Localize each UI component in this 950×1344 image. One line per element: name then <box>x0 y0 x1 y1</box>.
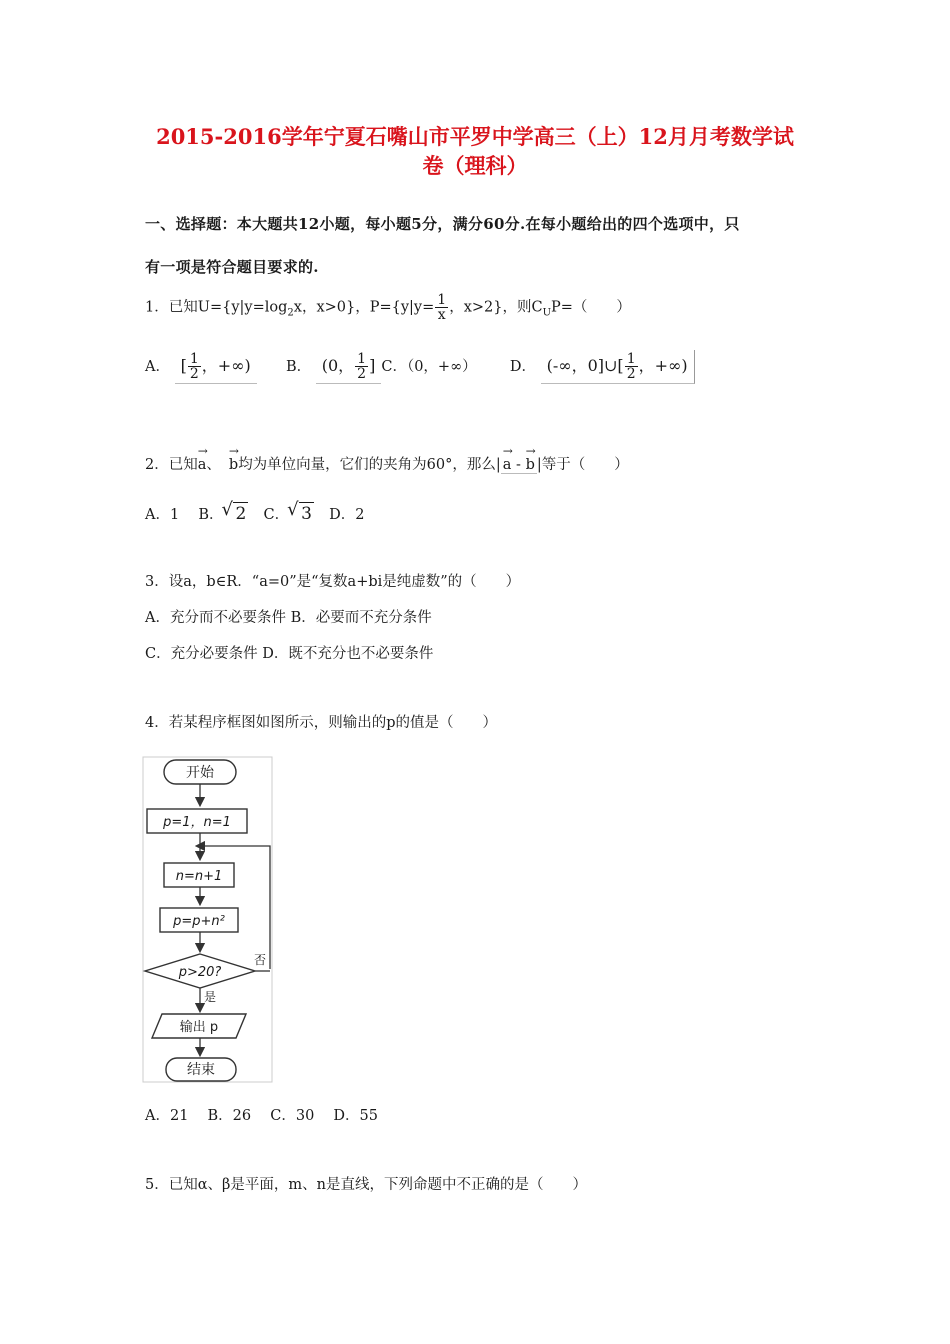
question-2-options: A．1 B．√ 2 C．√ 3 D．2 <box>145 502 365 526</box>
doc-title-line1: 2015-2016学年宁夏石嘴山市平罗中学高三（上）12月月考数学试 <box>156 124 794 149</box>
option-b-label: B． <box>285 359 312 375</box>
option-a-label: A． <box>145 359 170 375</box>
flow-output-label: 输出 p <box>179 1020 219 1035</box>
flow-start-label: 开始 <box>186 765 214 781</box>
option-c: C．（0，+∞） <box>381 359 477 375</box>
flowchart-diagram <box>142 756 274 1084</box>
option-d-value: (-∞，0]∪[ $\frac{1}{2}$ ，+∞) <box>541 350 695 384</box>
flow-condition-label: p>20? <box>178 965 222 980</box>
question-5-stem: 5．已知α、β是平面，m、n是直线，下列命题中不正确的是（ ） <box>145 1177 587 1193</box>
question-3-stem: 3．设a，b∈R．“a=0”是“复数a+bi是纯虚数”的（ ） <box>145 574 521 590</box>
flow-step-p-label: p=p+n² <box>173 914 225 929</box>
question-4-stem: 4．若某程序框图如图所示，则输出的p的值是（ ） <box>145 715 498 731</box>
sqrt-3: √ 3 <box>299 502 314 525</box>
sqrt-2: √ 2 <box>233 502 248 525</box>
flow-end-label: 结束 <box>187 1062 215 1078</box>
option-b-value: (0， $\frac{1}{2}$ ] <box>316 350 382 384</box>
flow-step-n-label: n=n+1 <box>175 869 223 884</box>
section-heading-line2: 有一项是符合题目要求的. <box>145 258 319 276</box>
flow-init-label: p=1，n=1 <box>163 815 231 830</box>
flow-no-label: 否 <box>254 953 267 967</box>
question-1-stem: 1．已知$U=\{y|y=\log_2x$，x>0}，P={y|y= $\frac{1}{x}$ ，x>2}，则$C_UP=$（ ） <box>145 292 631 323</box>
option-d-label: D． <box>509 359 537 375</box>
question-2-stem: 2．已知→ a、→ b均为单位向量，它们的夹角为60°，那么|→ a - → b |等于（ ） <box>145 446 629 476</box>
question-1-options <box>145 350 695 384</box>
doc-title-line2: 卷（理科） <box>422 153 528 178</box>
question-4-options: A．21 B．26 C．30 D．55 <box>145 1108 378 1124</box>
question-3-options-ab: A．充分而不必要条件 B．必要而不充分条件 <box>145 610 432 626</box>
flow-yes-label: 是 <box>204 990 217 1004</box>
vector-a: → a <box>198 446 207 476</box>
vector-difference: → a - → b <box>501 457 537 474</box>
question-3-options-cd: C．充分必要条件 D．既不充分也不必要条件 <box>145 646 434 662</box>
fraction: $\frac{1}{x}$ <box>437 292 447 323</box>
option-a-value: [ $\frac{1}{2}$ ，+∞) <box>175 350 257 384</box>
vector-b: → b <box>229 446 238 476</box>
section-heading-line1: 一、选择题：本大题共12小题，每小题5分，满分60分.在每小题给出的四个选项中，只 <box>145 215 740 233</box>
